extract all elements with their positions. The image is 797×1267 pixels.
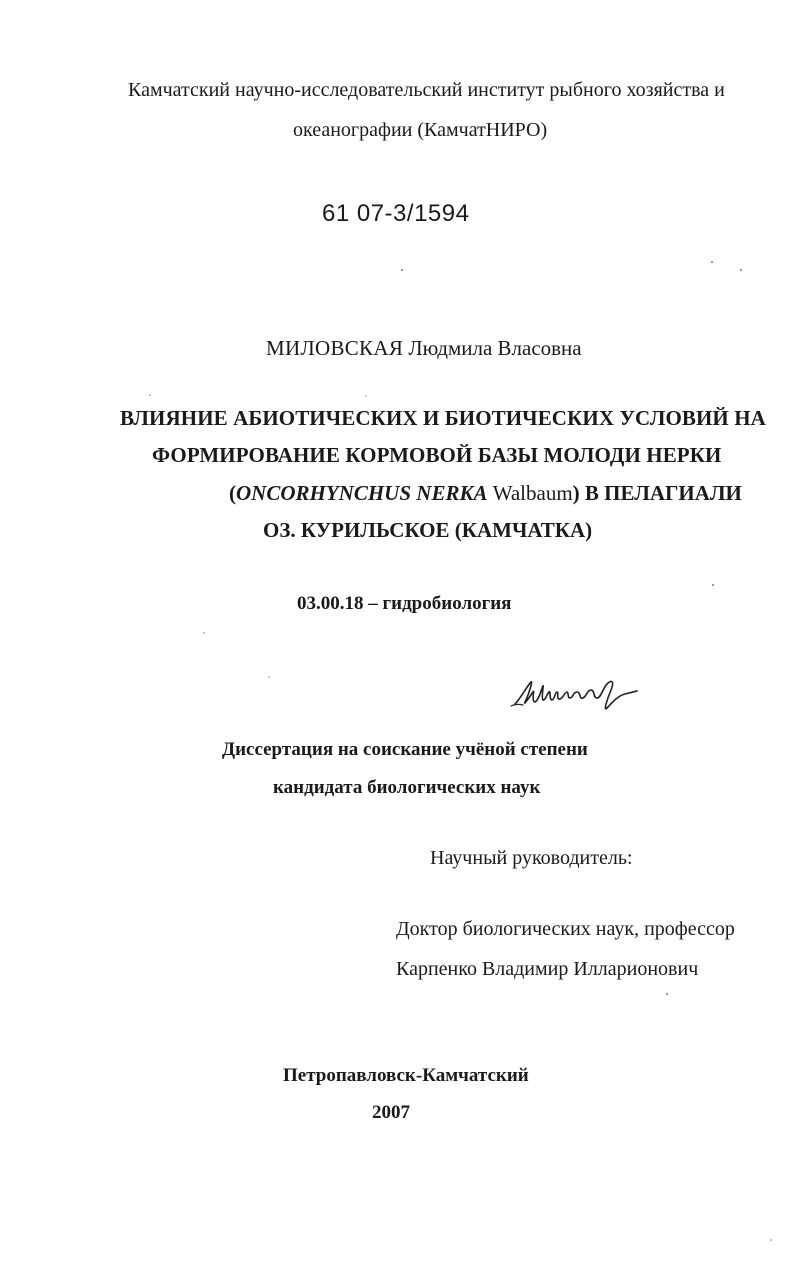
degree-line-2: кандидата биологических наук	[273, 777, 541, 798]
supervisor-rank: Доктор биологических наук, профессор	[396, 918, 735, 940]
catalog-code: 61 07-3/1594	[322, 200, 470, 227]
degree-line-1: Диссертация на соискание учёной степени	[222, 739, 588, 760]
species-latin-name: ONCORHYNCHUS NERKA	[236, 481, 488, 505]
specialty-code: 03.00.18 – гидробиология	[297, 593, 512, 614]
author-given-names: Людмила Власовна	[408, 336, 582, 360]
title-line-4: ОЗ. КУРИЛЬСКОЕ (КАМЧАТКА)	[263, 518, 593, 542]
year: 2007	[372, 1102, 410, 1123]
title-line-2: ФОРМИРОВАНИЕ КОРМОВОЙ БАЗЫ МОЛОДИ НЕРКИ	[152, 443, 722, 467]
supervisor-label: Научный руководитель:	[430, 847, 633, 869]
institute-name-line-1: Камчатский научно-исследовательский институт рыбного хозяйства и	[128, 79, 725, 101]
title-line-1: ВЛИЯНИЕ АБИОТИЧЕСКИХ И БИОТИЧЕСКИХ УСЛОВИЙ НА	[120, 406, 766, 430]
supervisor-name: Карпенко Владимир Илларионович	[396, 958, 699, 980]
handwritten-signature-icon	[507, 668, 647, 718]
author-name	[266, 336, 582, 360]
title-line-3-rest: ) В ПЕЛАГИАЛИ	[572, 481, 742, 505]
species-author: Walbaum	[492, 481, 573, 505]
author-surname: МИЛОВСКАЯ	[266, 336, 404, 360]
city: Петропавловск-Камчатский	[283, 1065, 529, 1086]
title-paren-open: (	[229, 481, 236, 505]
institute-name-line-2: океанографии (КамчатНИРО)	[293, 119, 548, 141]
title-line-3	[229, 481, 742, 505]
